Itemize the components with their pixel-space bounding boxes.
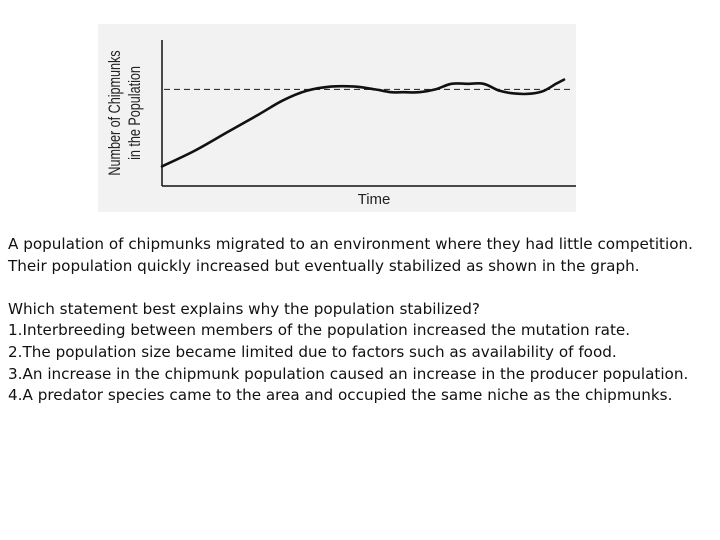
paragraph-gap [8, 277, 712, 299]
y-axis-label-line-2: in the Population [126, 66, 145, 160]
question-prompt: Which statement best explains why the population stabilized? [8, 299, 480, 318]
answer-option-4: 4.A predator species came to the area and occupied the same niche as the chipmunks. [8, 386, 673, 405]
answer-option-3: 3.An increase in the chipmunk population caused an increase in the producer population. [8, 364, 689, 383]
answer-option-1: 1.Interbreeding between members of the population increased the mutation rate. [8, 321, 631, 340]
population-graph [98, 24, 576, 212]
y-axis-label-line-1: Number of Chipmunks [106, 50, 125, 176]
intro-paragraph: A population of chipmunks migrated to an environment where they had little competition. Their population quickly increased but eventually stabilized as shown in the graph. [8, 235, 693, 275]
population-curve [162, 80, 564, 167]
population-chart-svg [98, 24, 576, 212]
question-block [8, 234, 712, 407]
x-axis-label: Time [357, 191, 391, 208]
answer-option-2: 2.The population size became limited due to factors such as availability of food. [8, 342, 617, 361]
